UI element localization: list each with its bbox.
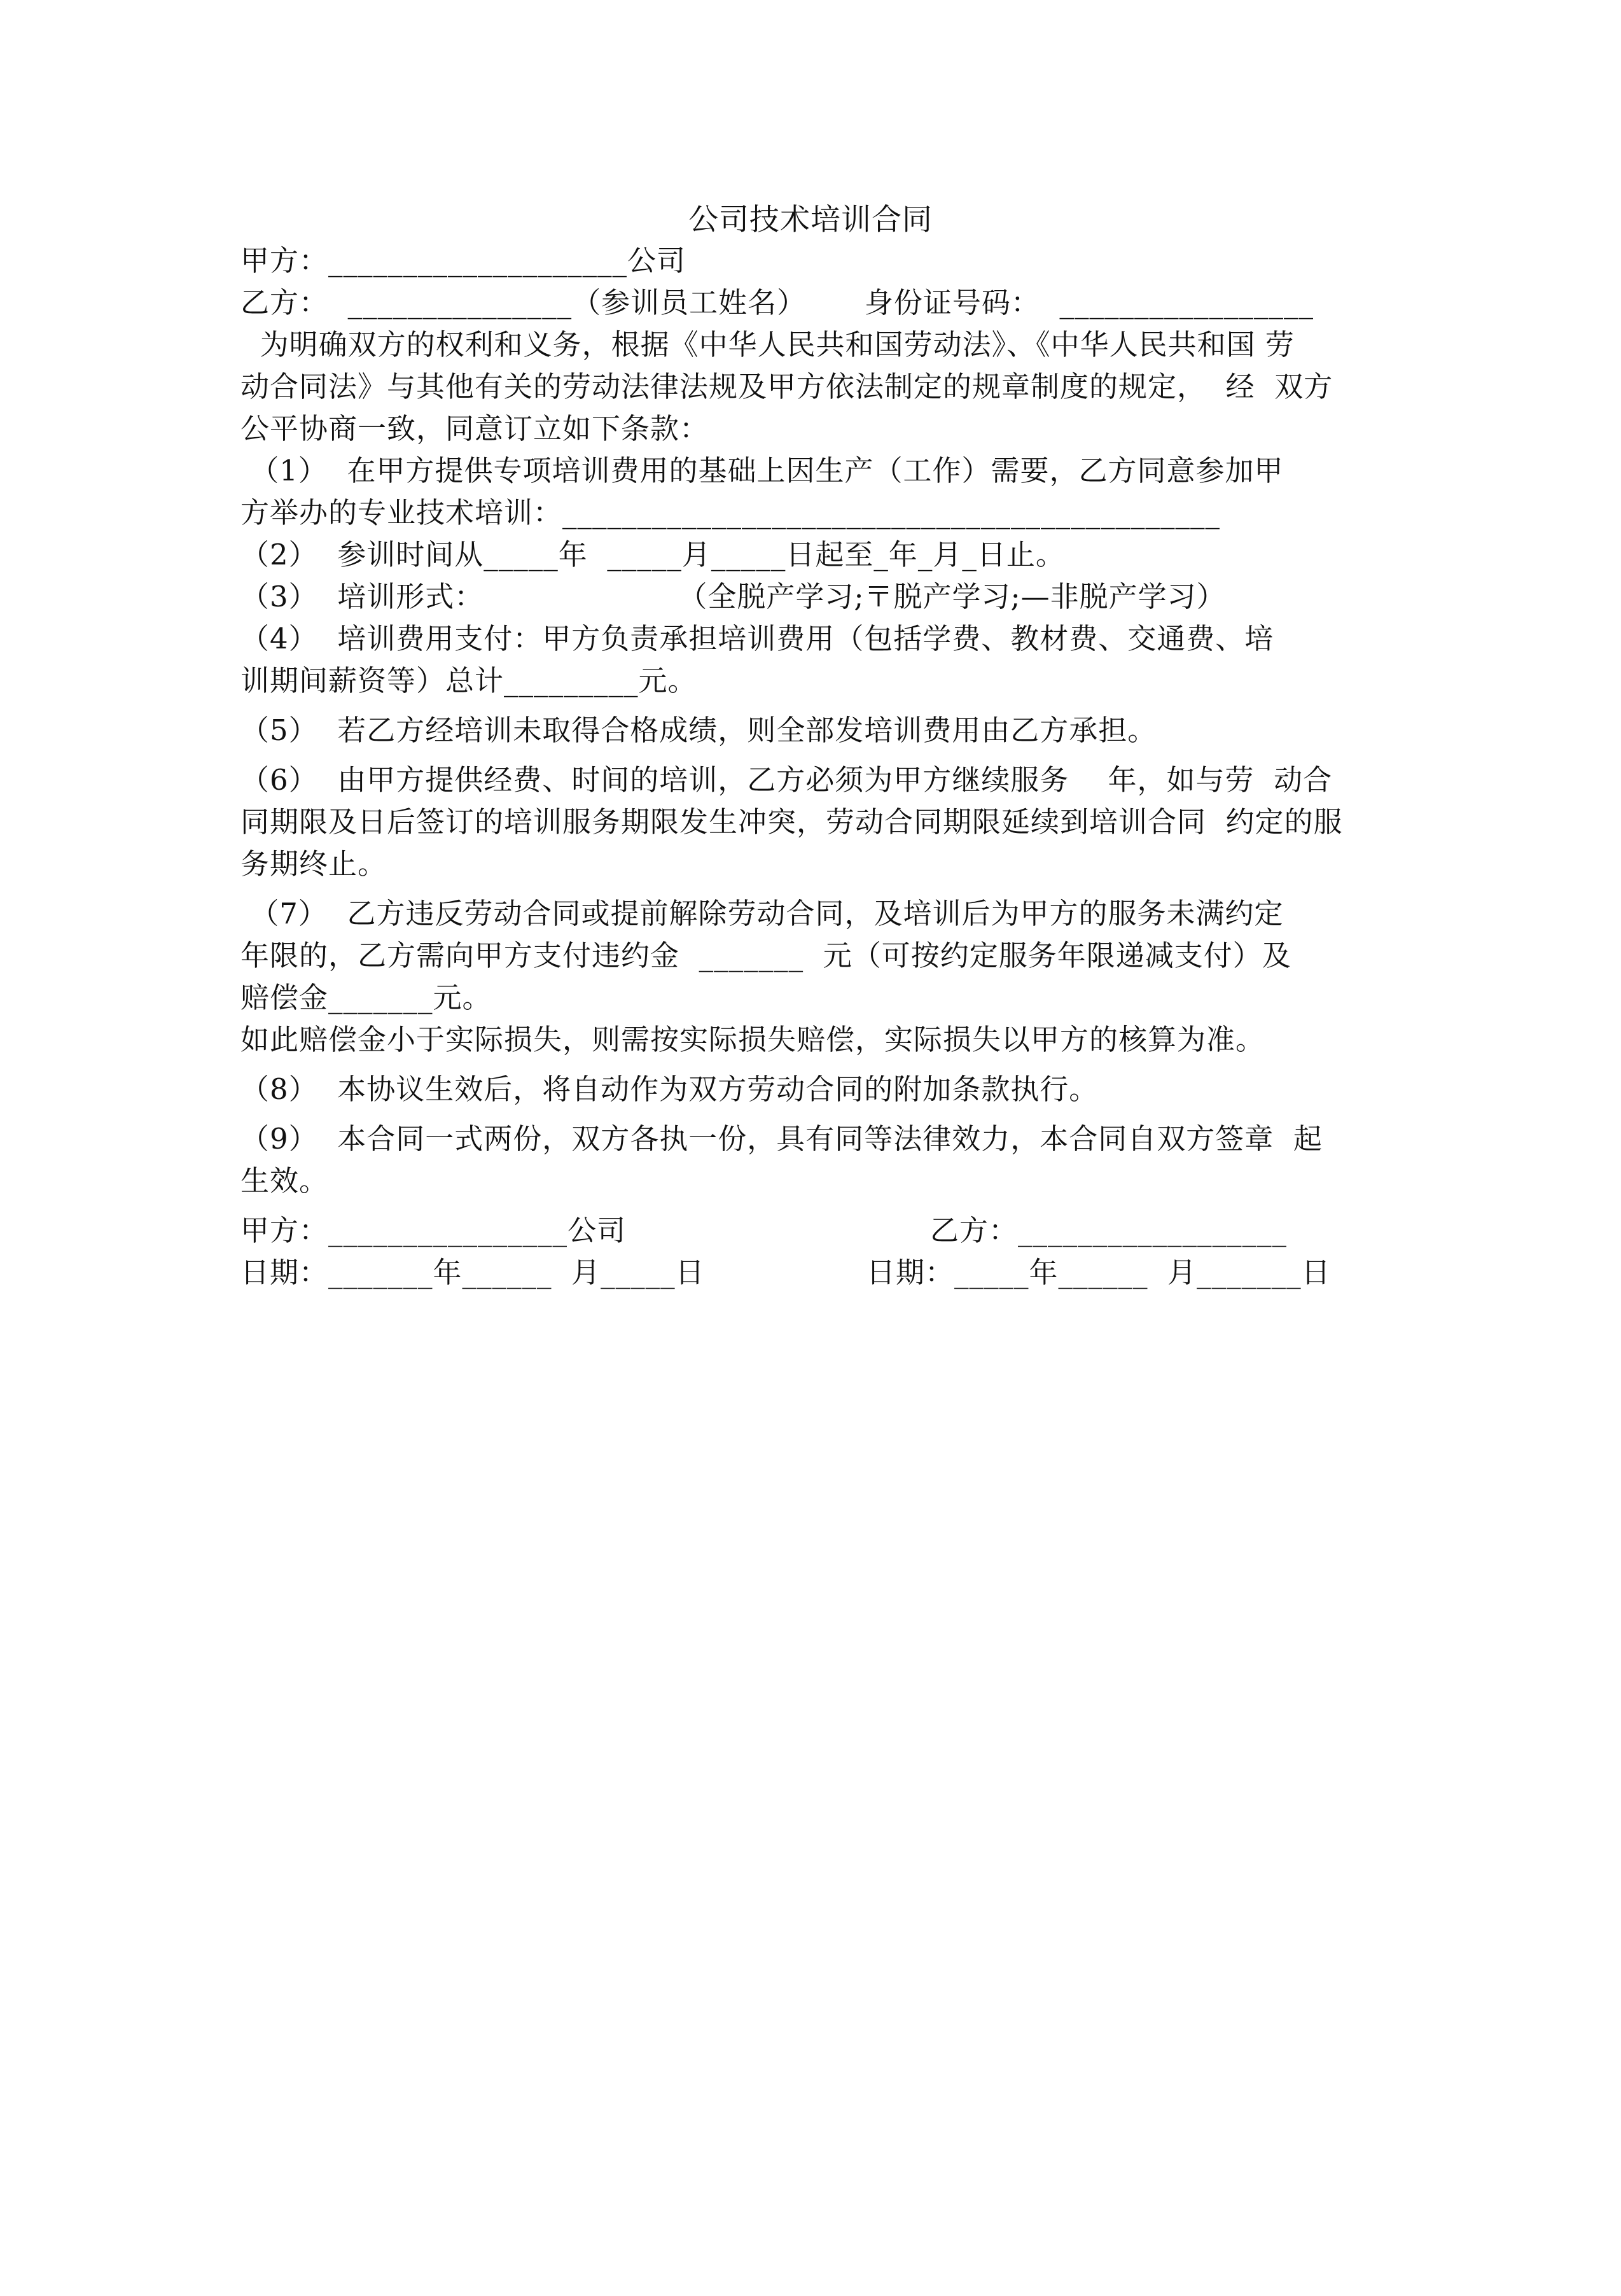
clause-9-line: 生效。 [240,1164,329,1198]
clause-7-line: 赔偿金_______元。 [240,981,492,1014]
clause-7-line: （7） 乙方违反劳动合同或提前解除劳动合同，及培训后为甲方的服务未满约定 [240,897,1284,930]
clause-6-line: （6） 由甲方提供经费、时间的培训，乙方必须为甲方继续服务 年，如与劳 动合 [240,763,1333,797]
party-a-line: 甲方：____________________公司 [240,244,686,277]
paragraph-line: 为明确双方的权利和义务，根据《中华人民共和国劳动法》、《中华人民共和国 劳 [240,328,1295,361]
signature-date-a: 日期：_______年______ 月_____日 [240,1256,705,1289]
clause-9-line: （9） 本合同一式两份，双方各执一份，具有同等法律效力，本合同自双方签章 起 [240,1122,1323,1156]
clause-8-line: （8） 本协议生效后，将自动作为双方劳动合同的附加条款执行。 [240,1072,1099,1106]
clause-5-line: （5） 若乙方经培训未取得合格成绩，则全部发培训费用由乙方承担。 [240,713,1157,747]
document-title: 公司技术培训合同 [688,202,933,237]
clause-1-line: （1） 在甲方提供专项培训费用的基础上因生产（工作）需要，乙方同意参加甲 [240,454,1284,487]
party-b-line: 乙方： _______________（参训员工姓名） 身份证号码： _________________ [240,286,1314,319]
clause-1-line: 方举办的专业技术培训：____________________________________________ [240,496,1221,529]
signature-date-b: 日期：_____年______ 月_______日 [866,1256,1331,1289]
clause-3-line: （3） 培训形式： （全脱产学习;〒脱产学习;—非脱产学习） [240,580,1226,613]
signature-party-b: 乙方：__________________ [930,1214,1288,1247]
clause-4-line: 训期间薪资等）总计_________元。 [240,664,697,697]
clause-6-line: 务期终止。 [240,847,387,881]
paragraph-line: 如此赔偿金小于实际损失，则需按实际损失赔偿，实际损失以甲方的核算为准。 [240,1023,1265,1056]
signature-party-a: 甲方：________________公司 [240,1214,627,1247]
paragraph-line: 动合同法》与其他有关的劳动法律法规及甲方依法制定的规章制度的规定， 经 双方 [240,370,1333,403]
clause-2-line: （2） 参训时间从_____年 _____月_____日起至_年_月_日止。 [240,538,1065,571]
clause-4-line: （4） 培训费用支付：甲方负责承担培训费用（包括学费、教材费、交通费、培 [240,622,1274,655]
paragraph-line: 公平协商一致，同意订立如下条款： [240,412,709,445]
clause-7-line: 年限的，乙方需向甲方支付违约金 _______ 元（可按约定服务年限递减支付）及 [240,939,1291,972]
clause-6-line: 同期限及日后签订的培训服务期限发生冲突，劳动合同期限延续到培训合同 约定的服 [240,805,1343,839]
